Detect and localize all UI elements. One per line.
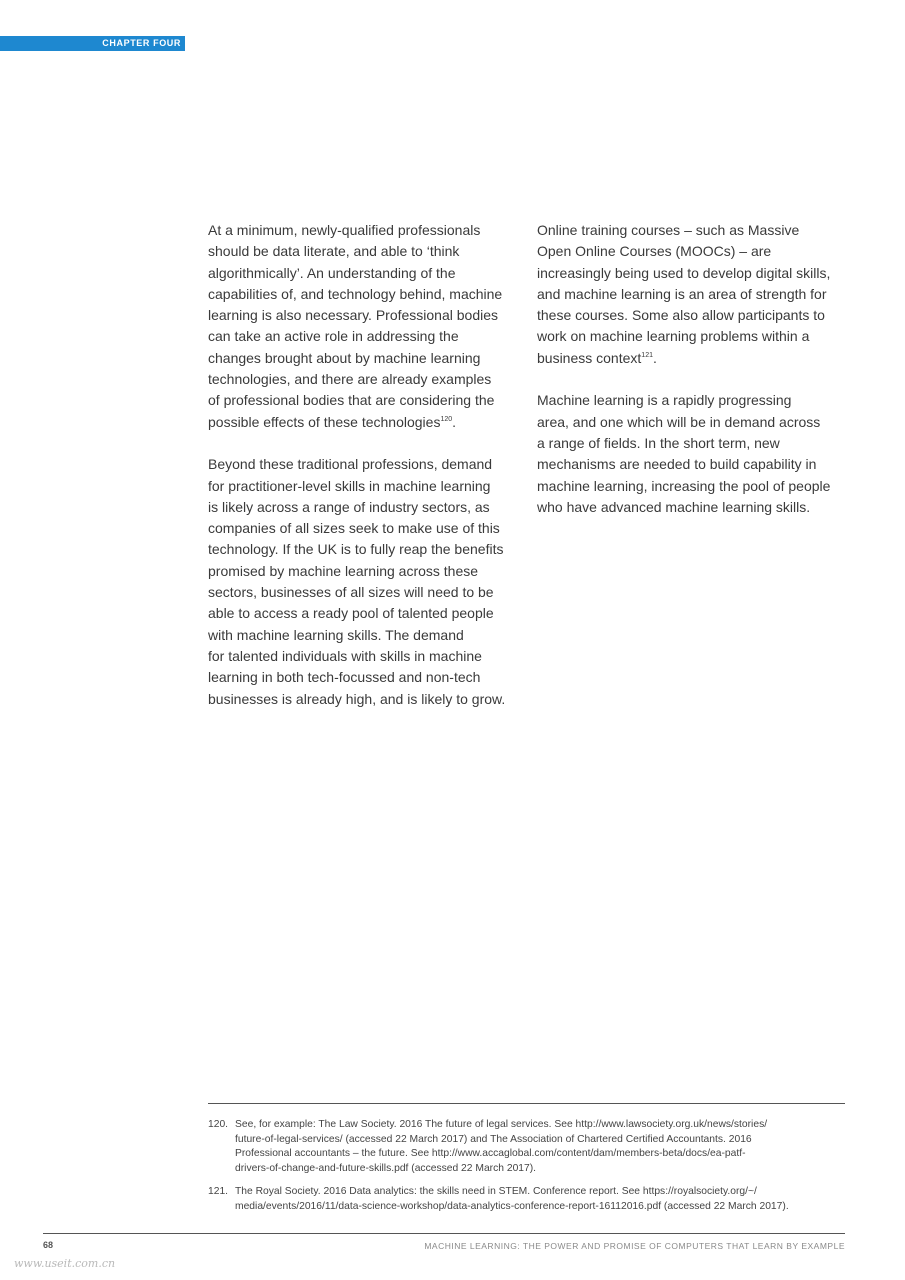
left-paragraph-2 <box>208 454 520 710</box>
text-line: for practitioner-level skills in machine learning <box>208 477 491 494</box>
footnote-line: media/events/2016/11/data-science-workshop/data-analytics-conference-report-16112016.pdf (accessed 22 March 2017). <box>235 1200 789 1212</box>
text-line: of professional bodies that are considering the <box>208 392 495 409</box>
right-paragraph-2 <box>537 390 851 518</box>
text-line: algorithmically’. An understanding of the <box>208 264 456 281</box>
text-line: companies of all sizes seek to make use of this <box>208 520 500 537</box>
text-line: a range of fields. In the short term, new <box>537 434 780 451</box>
text-line: At a minimum, newly-qualified professionals <box>208 222 481 238</box>
right-paragraph-1 <box>537 220 851 369</box>
text-line: technologies, and there are already examples <box>208 371 492 388</box>
text-line: machine learning, increasing the pool of people <box>537 477 831 494</box>
text-fragment: business context <box>537 349 642 366</box>
footnote-line: future-of-legal-services/ (accessed 22 March 2017) and The Association of Chartered Certified Accountants. 2016 <box>235 1133 752 1145</box>
text-line: promised by machine learning across these <box>208 562 479 579</box>
text-line: changes brought about by machine learning <box>208 349 481 366</box>
footnote-ref-121[interactable]: 121 <box>641 351 653 359</box>
text-line: Open Online Courses (MOOCs) – are <box>537 243 772 260</box>
footnote-line: drivers-of-change-and-future-skills.pdf (accessed 22 March 2017). <box>235 1162 537 1174</box>
text-line: who have advanced machine learning skills. <box>537 498 811 515</box>
text-line-with-ref <box>537 348 851 369</box>
text-fragment: possible effects of these technologies <box>208 413 441 430</box>
footnote-120 <box>208 1118 848 1176</box>
text-line: can take an active role in addressing the <box>208 328 459 345</box>
text-line: Machine learning is a rapidly progressing <box>537 392 792 409</box>
text-line: able to access a ready pool of talented people <box>208 605 494 622</box>
text-line: area, and one which will be in demand across <box>537 413 821 430</box>
text-line: increasingly being used to develop digital skills, <box>537 264 831 281</box>
text-line: learning is also necessary. Professional bodies <box>208 307 499 324</box>
page-number: 68 <box>43 1240 54 1250</box>
punctuation: . <box>652 349 657 366</box>
footnote-number: 121. <box>208 1186 229 1197</box>
text-line: with machine learning skills. The demand <box>208 626 464 643</box>
footnote-line: Professional accountants – the future. See http://www.accaglobal.com/content/dam/members-beta/docs/ea-patf- <box>235 1148 746 1159</box>
text-line: Beyond these traditional professions, demand <box>208 456 493 473</box>
text-line-with-ref <box>208 412 520 433</box>
running-title: MACHINE LEARNING: THE POWER AND PROMISE OF COMPUTERS THAT LEARN BY EXAMPLE <box>424 1241 845 1251</box>
footnote-ref-120[interactable]: 120 <box>440 415 453 423</box>
footnote-line: See, for example: The Law Society. 2016 The future of legal services. See http://www.lawsociety.org.uk/news/stories/ <box>235 1119 768 1130</box>
text-line: sectors, businesses of all sizes will need to be <box>208 584 494 601</box>
left-paragraph-1 <box>208 220 520 433</box>
left-column <box>208 220 520 731</box>
right-column <box>537 220 851 539</box>
text-line: work on machine learning problems within a <box>537 328 810 345</box>
footnote-divider <box>208 1103 845 1104</box>
text-line: and machine learning is an area of strength for <box>537 285 827 302</box>
text-line: should be data literate, and able to ‘think <box>208 243 460 260</box>
chapter-label: CHAPTER FOUR <box>102 38 181 48</box>
text-line: learning in both tech-focussed and non-tech <box>208 669 481 686</box>
chapter-tab <box>0 36 185 51</box>
footnotes <box>208 1118 848 1223</box>
text-line: these courses. Some also allow participants to <box>537 307 825 324</box>
text-line: capabilities of, and technology behind, machine <box>208 285 503 302</box>
footnote-number: 120. <box>208 1119 229 1130</box>
text-line: is likely across a range of industry sectors, as <box>208 498 490 515</box>
footer-divider <box>43 1233 845 1234</box>
punctuation: . <box>452 413 457 430</box>
footnote-121 <box>208 1185 848 1214</box>
text-line: Online training courses – such as Massive <box>537 222 800 238</box>
text-line: businesses is already high, and is likely to grow. <box>208 690 506 707</box>
text-line: technology. If the UK is to fully reap the benefits <box>208 541 504 558</box>
footnote-line: The Royal Society. 2016 Data analytics: the skills need in STEM. Conference report. See https://royalsociety.org/~/ <box>235 1186 757 1197</box>
watermark: www.useit.com.cn <box>14 1257 116 1270</box>
text-line: for talented individuals with skills in machine <box>208 647 482 664</box>
text-line: mechanisms are needed to build capability in <box>537 456 817 473</box>
